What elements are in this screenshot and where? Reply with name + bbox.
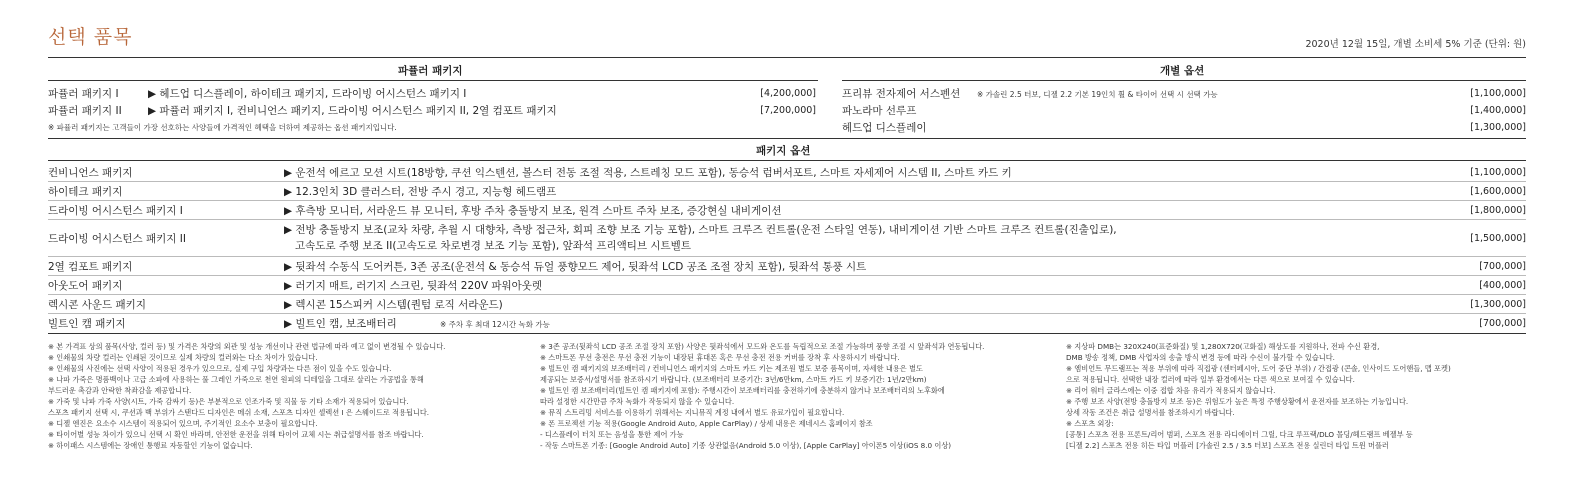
popular-package-1-name: 파퓰러 패키지 I xyxy=(48,88,119,100)
footnote-line: ※ 주행 보조 사양(전방 충돌방지 보조 등)은 위험도가 높은 특정 주행상황에서 운전자를 보조하는 기능입니다. xyxy=(1066,397,1409,406)
individual-option-2-name: 파노라마 선루프 xyxy=(842,105,917,117)
option-row-desc: ▶ 러기지 매트, 러기지 스크린, 뒷좌석 220V 파워아웃렛 xyxy=(284,280,543,292)
footnote-line: ※ 가죽 및 나파 가죽 사양(시트, 가죽 감싸기 등)은 부분적으로 인조가죽 및 직물 등 기타 소재가 적용되어 있습니다. xyxy=(48,397,409,406)
row-divider xyxy=(48,256,1526,257)
options-bottom-rule xyxy=(48,333,1526,334)
option-row-name: 아웃도어 패키지 xyxy=(48,280,123,292)
footnote-column-3 xyxy=(1066,341,1451,451)
individual-option-1-note: ※ 가솔린 2.5 터보, 디젤 2.2 기본 19인치 휠 & 타이어 선택 시 선택 가능 xyxy=(977,90,1218,99)
footnote-line: ※ 스포츠 외장: xyxy=(1066,419,1114,428)
footnote-line: 으로 적용됩니다. 선택한 내장 컬러에 따라 일부 환경에서는 다른 색으로 보여질 수 있습니다. xyxy=(1066,375,1355,384)
footnote-line: ※ 인쇄물의 사진에는 선택 사양이 적용된 경우가 있으므로, 실제 구입 차량과는 다른 점이 있을 수도 있습니다. xyxy=(48,364,392,373)
option-row-desc: ▶ 전방 충돌방지 보조(교차 차량, 추월 시 대향차, 측방 접근차, 회피 조향 보조 기능 포함), 스마트 크루즈 컨트롤(운전 스타일 연동), 내비게이션 기반 스마트 크루즈 컨트롤(진출입로), xyxy=(284,224,1117,236)
option-row-price: [700,000] xyxy=(1479,318,1526,329)
popular-header-rule xyxy=(48,80,818,81)
popular-package-2-name: 파퓰러 패키지 II xyxy=(48,105,122,117)
option-row-name: 빌트인 캠 패키지 xyxy=(48,318,126,330)
row-divider xyxy=(48,200,1526,201)
individual-option-1-price: [1,100,000] xyxy=(1470,88,1526,99)
row-divider xyxy=(48,219,1526,220)
individual-option-header: 개별 옵션 xyxy=(1160,65,1205,77)
option-row-desc: ▶ 렉시콘 15스피커 시스템(퀀텀 로직 서라운드) xyxy=(284,299,503,311)
top-rule xyxy=(48,57,1526,58)
option-row-name: 2열 컴포트 패키지 xyxy=(48,261,133,273)
footnote-line: 스포츠 패키지 선택 시, 쿠션과 백 부위가 스탠다드 디자인은 메쉬 소재, 스포츠 디자인 셀렉션 I 은 스웨이드로 적용됩니다. xyxy=(48,408,430,417)
footnote-line: ※ 빌트인 캠 패키지의 보조배터리 / 컨비니언스 패키지의 스마트 카드 키는 제조원 별도 보증 품목이며, 자세한 내용은 별도 xyxy=(540,364,923,373)
options-top-rule xyxy=(48,138,1526,139)
footnote-line: ※ 나파 가죽은 명품백이나 고급 소파에 사용하는 풀 그레인 가죽으로 천연 원피의 디테일을 그대로 살리는 가공법을 통해 xyxy=(48,375,424,384)
option-row-desc: ▶ 12.3인치 3D 클러스터, 전방 주시 경고, 지능형 헤드램프 xyxy=(284,186,557,198)
popular-package-1-desc: ▶ 헤드업 디스플레이, 하이테크 패키지, 드라이빙 어시스턴스 패키지 I xyxy=(148,88,467,100)
option-row-desc: ▶ 뒷좌석 수동식 도어커튼, 3존 공조(운전석 & 동승석 듀얼 풍향모드 제어, 뒷좌석 LCD 공조 조절 장치 포함), 뒷좌석 통풍 시트 xyxy=(284,261,867,273)
footnote-line: ※ 스마트폰 무선 충전은 무선 충전 기능이 내장된 휴대폰 혹은 무선 충전 전용 커버를 장착 후 사용하시기 바랍니다. xyxy=(540,353,900,362)
footnote-line: DMB 방송 정책, DMB 사업자의 송출 방식 변경 등에 따라 수신이 불가할 수 있습니다. xyxy=(1066,353,1335,362)
option-row-name: 드라이빙 어시스턴스 패키지 I xyxy=(48,205,183,217)
footnote-line: 부드러운 촉감과 안락한 착좌감을 제공합니다. xyxy=(48,386,192,395)
footnote-line: 따라 설정한 시간만큼 주차 녹화가 작동되지 않을 수 있습니다. xyxy=(540,397,735,406)
option-row-desc: ▶ 후측방 모니터, 서라운드 뷰 모니터, 후방 주차 충돌방지 보조, 원격 스마트 주차 보조, 증강현실 내비게이션 xyxy=(284,205,782,217)
option-row-price: [400,000] xyxy=(1479,280,1526,291)
footnote-line: ※ 뮤직 스트리밍 서비스를 이용하기 위해서는 지니뮤직 계정 내에서 별도 유료가입이 필요합니다. xyxy=(540,408,845,417)
option-row-desc: ▶ 운전석 에르고 모션 시트(18방향, 쿠션 익스텐션, 볼스터 전동 조절 적용, 스트레칭 모드 포함), 동승석 럼버서포트, 스마트 자세제어 시스템 II, 스마트 카드 키 xyxy=(284,167,1012,179)
footnote-line: ※ 디젤 엔진은 요소수 시스템이 적용되어 있으며, 주기적인 요소수 보충이 필요합니다. xyxy=(48,419,318,428)
footnote-line: - 작동 스마트폰 기종: [Google Android Auto] 기종 상관없음(Android 5.0 이상), [Apple CarPlay] 아이폰5 이상(iOS 8.0 이상) xyxy=(540,441,952,450)
option-row-name: 컨비니언스 패키지 xyxy=(48,167,133,179)
options-header-rule xyxy=(48,160,1526,161)
price-basis-note: 2020년 12월 15일, 개별 소비세 5% 기준 (단위: 원) xyxy=(1305,39,1526,50)
option-row-desc-cont: 고속도로 주행 보조 II(고속도로 차로변경 보조 기능 포함), 앞좌석 프리액티브 시트벨트 xyxy=(295,240,691,252)
row-divider xyxy=(48,313,1526,314)
option-row-price: [1,100,000] xyxy=(1470,167,1526,178)
footnote-line: ※ 본 가격표 상의 품목(사양, 컬러 등) 및 가격은 차량의 외관 및 성능 개선이나 관련 법규에 따라 예고 없이 변경될 수 있습니다. xyxy=(48,342,446,351)
package-options-header: 패키지 옵션 xyxy=(756,145,811,157)
individual-option-1-name: 프리뷰 전자제어 서스펜션 xyxy=(842,88,961,100)
row-divider xyxy=(48,294,1526,295)
popular-package-2-price: [7,200,000] xyxy=(760,105,816,116)
option-row-price: [1,500,000] xyxy=(1470,233,1526,244)
footnote-line: - 디스플레이 터치 또는 음성을 통한 제어 가능 xyxy=(540,430,684,439)
individual-option-3-price: [1,300,000] xyxy=(1470,122,1526,133)
option-row-desc: ▶ 빌트인 캠, 보조배터리 xyxy=(284,318,397,330)
popular-package-header: 파퓰러 패키지 xyxy=(398,65,463,77)
footnote-column-1 xyxy=(48,341,445,451)
option-row-name: 렉시콘 사운드 패키지 xyxy=(48,299,146,311)
footnote-line: ※ 리어 워터 글라스에는 이중 접합 차음 유리가 적용되지 않습니다. xyxy=(1066,386,1276,395)
footnote-line: ※ 지상파 DMB는 320X240(표준화질) 및 1,280X720(고화질) 해상도를 지원하나, 전파 수신 환경, xyxy=(1066,342,1380,351)
popular-package-1-price: [4,200,000] xyxy=(760,88,816,99)
footnote-line: ※ 3존 공조(뒷좌석 LCD 공조 조절 장치 포함) 사양은 뒷좌석에서 모드와 온도를 독립적으로 조절 가능하며 풍향 조절 시 앞좌석과 연동됩니다. xyxy=(540,342,985,351)
individual-option-2-price: [1,400,000] xyxy=(1470,105,1526,116)
popular-package-note: ※ 파퓰러 패키지는 고객들이 가장 선호하는 사양들에 가격적인 혜택을 더하여 제공하는 옵션 패키지입니다. xyxy=(48,123,397,132)
option-row-name: 하이테크 패키지 xyxy=(48,186,123,198)
footnote-line: ※ 타이어별 성능 차이가 있으니 선택 시 확인 바라며, 안전한 운전을 위해 타이어 교체 시는 취급설명서를 참조 바랍니다. xyxy=(48,430,424,439)
page-title: 선택 품목 xyxy=(48,26,133,48)
footnote-line: [디젤 2.2] 스포츠 전용 히든 타입 머플러 [가솔린 2.5 / 3.5 터보] 스포츠 전용 실린더 타입 트윈 머플러 xyxy=(1066,441,1389,450)
option-row-name: 드라이빙 어시스턴스 패키지 II xyxy=(48,233,186,245)
individual-header-rule xyxy=(842,80,1526,81)
footnote-line: ※ 폰 프로젝션 기능 적용(Google Android Auto, Apple CarPlay) / 상세 내용은 제네시스 홈페이지 참조 xyxy=(540,419,873,428)
footnote-line: ※ 빌트인 캠 보조배터리(빌트인 캠 패키지에 포함): 주행시간이 보조배터리를 충전하기에 충분하지 않거나 보조배터리의 노후화에 xyxy=(540,386,945,395)
option-row-price: [1,800,000] xyxy=(1470,205,1526,216)
footnote-line: 제공되는 보증서/설명서를 참조하시기 바랍니다. (보조배터리 보증기간: 3년/6만km, 스마트 카드 키 보증기간: 1년/2만km) xyxy=(540,375,927,384)
option-row-price: [700,000] xyxy=(1479,261,1526,272)
row-divider xyxy=(48,181,1526,182)
footnote-line: 상세 작동 조건은 취급 설명서를 참조하시기 바랍니다. xyxy=(1066,408,1235,417)
footnote-column-2 xyxy=(540,341,984,451)
option-row-extra-note: ※ 주차 후 최대 12시간 녹화 가능 xyxy=(440,320,550,329)
row-divider xyxy=(48,275,1526,276)
option-row-price: [1,300,000] xyxy=(1470,299,1526,310)
individual-option-3-name: 헤드업 디스플레이 xyxy=(842,122,927,134)
option-row-price: [1,600,000] xyxy=(1470,186,1526,197)
footnote-line: ※ 하이패스 시스템에는 장애인 통행료 자동할인 기능이 없습니다. xyxy=(48,441,253,450)
popular-package-2-desc: ▶ 파퓰러 패키지 I, 컨비니언스 패키지, 드라이빙 어시스턴스 패키지 II, 2열 컴포트 패키지 xyxy=(148,105,557,117)
footnote-line: ※ 엠비언트 무드램프는 적용 부위에 따라 직접광 (센터페시아, 도어 중단 부위) / 간접광 (콘솔, 인사이드 도어핸들, 맵 포켓) xyxy=(1066,364,1451,373)
footnote-line: ※ 인쇄물의 차량 컬러는 인쇄된 것이므로 실제 차량의 컬러와는 다소 차이가 있습니다. xyxy=(48,353,318,362)
footnote-line: [공통] 스포츠 전용 프론트/리어 범퍼, 스포츠 전용 라디에이터 그릴, 다크 루프랙/DLO 몰딩/헤드램프 베젤부 등 xyxy=(1066,430,1413,439)
